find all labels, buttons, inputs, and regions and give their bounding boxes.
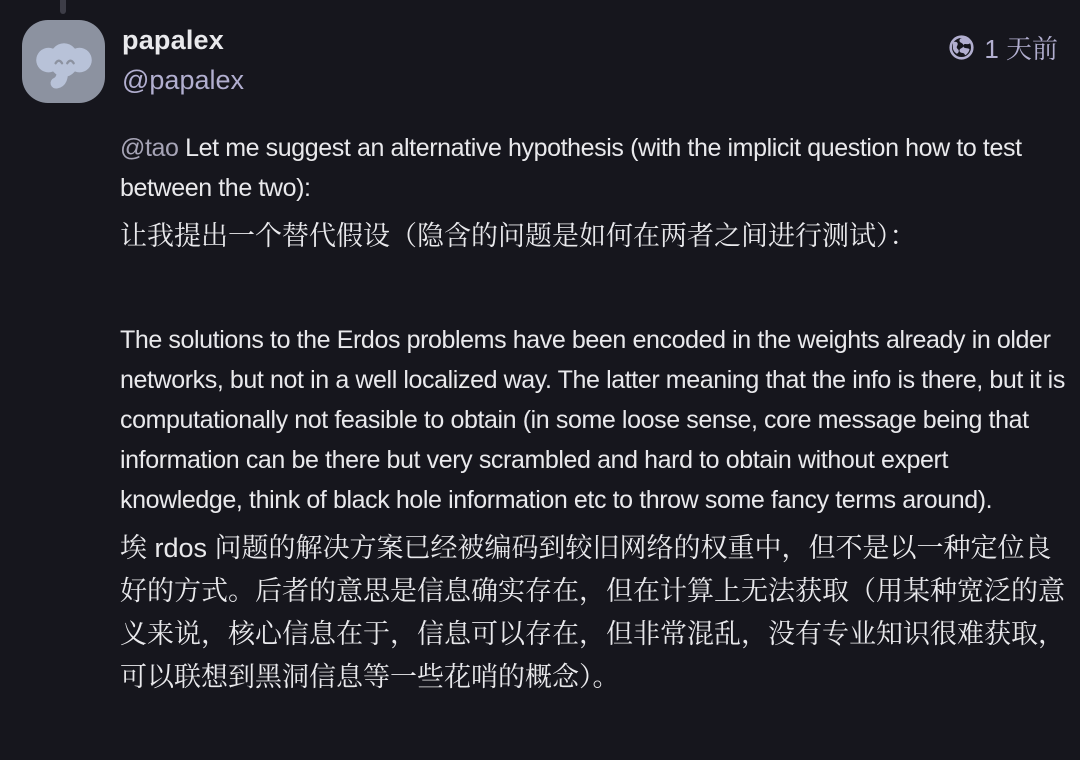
post-header (22, 20, 1058, 103)
mention-link[interactable]: @tao (120, 134, 179, 162)
paragraph-english: The solutions to the Erdos problems have been encoded in the weights already in older networks, but not in a well localized way. The latter meaning that the info is there, but it is computationally not feasible to obtain (in some loose sense, core message being that information can be there but very scrambled and hard to obtain without expert knowledge, think of black hole information etc to throw some fancy terms around). (120, 326, 1065, 514)
time-ago-label: 1 天前 (984, 34, 1058, 64)
author-handle[interactable]: @papalex (122, 65, 244, 95)
elephant-icon (33, 31, 95, 93)
content-block (120, 128, 1070, 258)
author-block (122, 20, 244, 96)
content-block (120, 320, 1070, 699)
thread-connector-line (60, 0, 66, 14)
paragraph-text: Let me suggest an alternative hypothesis (with the implicit question how to test between the two): (120, 134, 1022, 202)
paragraph-english (120, 128, 1070, 208)
paragraph-chinese: 让我提出一个替代假设（隐含的问题是如何在两者之间进行测试）： (120, 221, 917, 251)
globe-icon (948, 34, 975, 61)
timestamp[interactable] (948, 20, 1058, 66)
author-name[interactable]: papalex (122, 25, 224, 55)
post-body (120, 128, 1070, 699)
paragraph-chinese: 埃 rdos 问题的解决方案已经被编码到较旧网络的权重中，但不是以一种定位良好的方式。后者的意思是信息确实存在，但在计算上无法获取（用某种宽泛的意义来说，核心信息在于，信息可以存在，但非常混乱，没有专业知识很难获取，可以联想到黑洞信息等一些花哨的概念）。 (120, 533, 1065, 692)
avatar[interactable] (22, 20, 105, 103)
